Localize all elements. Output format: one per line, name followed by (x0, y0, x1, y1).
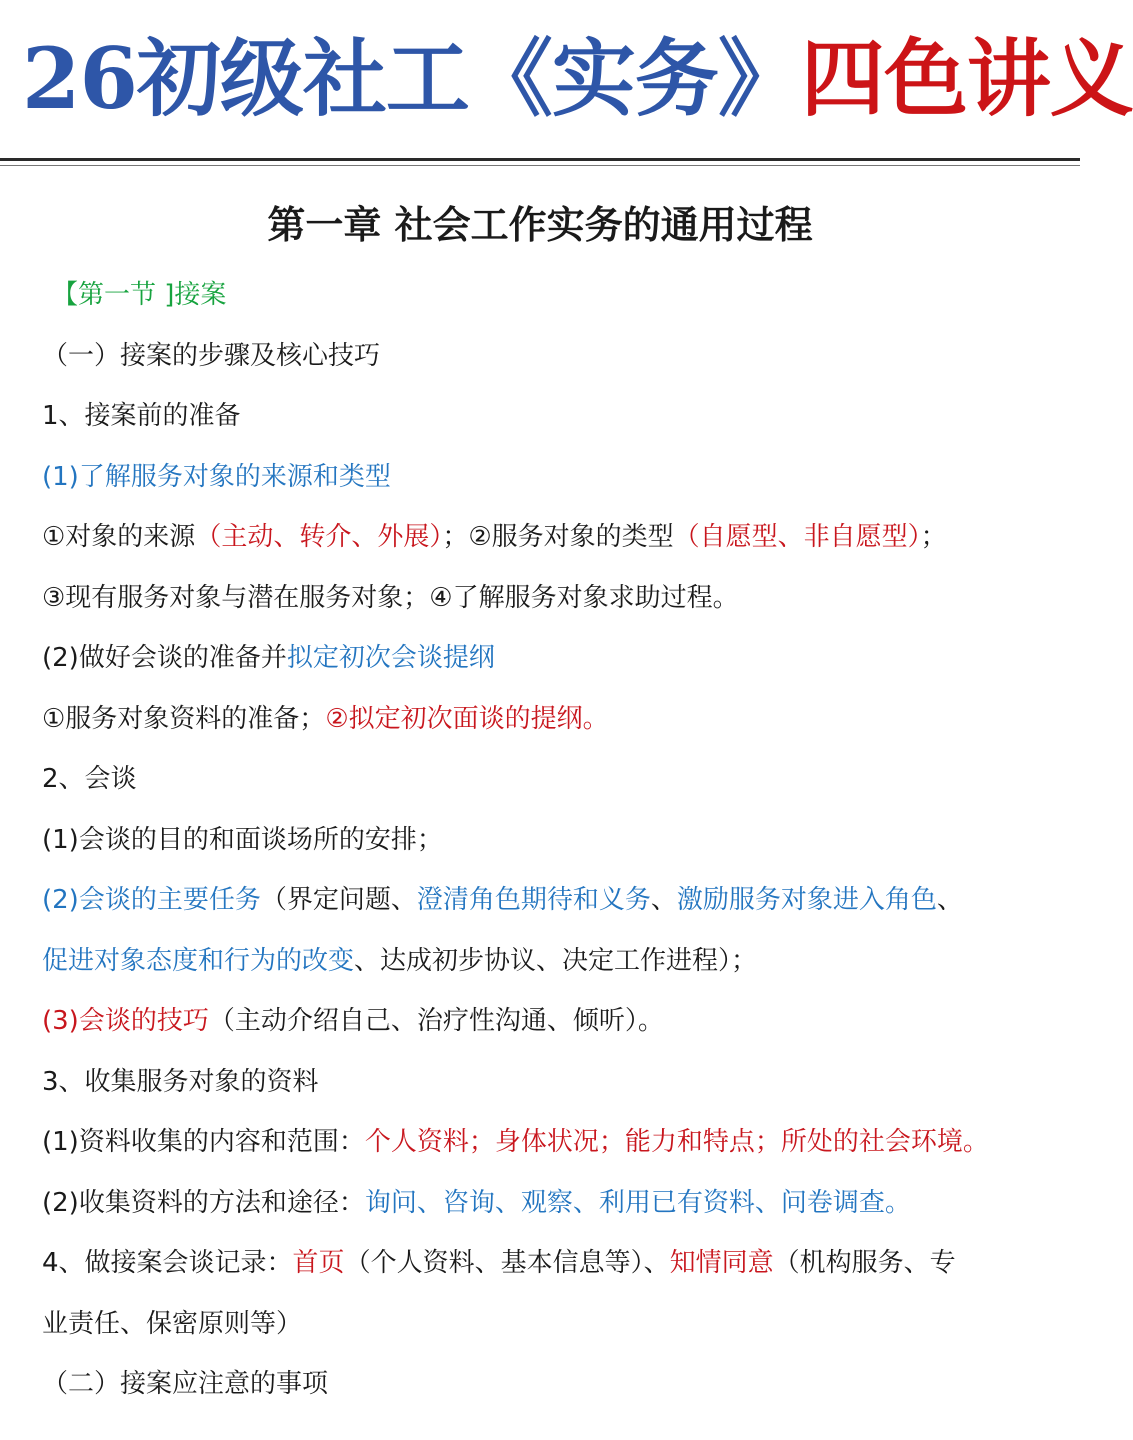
header-divider-thin (0, 165, 1080, 166)
text-segment: 知情同意 (669, 1248, 774, 1278)
subsection-heading (42, 1354, 1047, 1415)
note-line (42, 689, 1047, 750)
text-segment: ①服务对象资料的准备； (42, 703, 326, 734)
text-segment: (1)了解服务对象的来源和类型 (42, 461, 391, 492)
note-line (42, 1112, 1047, 1173)
text-segment: (2)收集资料的方法和途径： (42, 1187, 365, 1218)
text-segment: 首页 (292, 1248, 345, 1278)
numbered-heading (42, 386, 1047, 447)
text-segment: 4、做接案会谈记录： (42, 1248, 293, 1278)
note-line (42, 628, 1047, 689)
subsection-heading (42, 326, 1047, 387)
text-segment: ②拟定初次面谈的提纲。 (325, 703, 609, 734)
text-segment: （自愿型、非自愿型） (673, 522, 921, 552)
text-segment: （一）接案的步骤及核心技巧 (42, 340, 381, 371)
numbered-heading (42, 1052, 1047, 1113)
text-segment: 激励服务对象进入角色 (676, 885, 937, 915)
text-segment: ；②服务对象的类型 (442, 522, 674, 552)
note-line (42, 1294, 1047, 1355)
text-segment: 拟定初次会谈提纲 (286, 643, 495, 673)
text-segment: （个人资料、基本信息等）、 (344, 1248, 670, 1278)
header-divider-thick (0, 158, 1080, 161)
note-line (42, 1173, 1047, 1234)
numbered-heading (42, 749, 1047, 810)
text-segment: (3)会谈的技巧 (42, 1006, 209, 1036)
text-segment: 1、接案前的准备 (42, 401, 241, 431)
note-line (42, 447, 1047, 508)
text-segment: ③现有服务对象与潜在服务对象；④了解服务对象求助过程。 (42, 582, 739, 613)
text-segment: 澄清角色期待和义务 (416, 885, 651, 915)
banner-title-red: 四色讲义 (800, 29, 1133, 128)
text-segment: 3、收集服务对象的资料 (42, 1066, 319, 1097)
note-line (42, 991, 1047, 1052)
note-line (42, 870, 1047, 931)
note-line (42, 810, 1047, 871)
note-line (42, 931, 1047, 992)
text-segment: (1)资料收集的内容和范围： (42, 1127, 365, 1157)
text-segment: （主动、转介、外展） (195, 522, 443, 552)
text-segment: (1)会谈的目的和面谈场所的安排； (42, 824, 443, 855)
text-segment: ①对象的来源 (42, 522, 196, 552)
note-line (42, 507, 1047, 568)
text-segment: （界定问题、 (260, 885, 417, 915)
text-segment: 2、会谈 (42, 764, 137, 794)
section-heading (42, 265, 1047, 326)
text-segment: 【第一节 ]接案 (52, 280, 227, 310)
text-segment: 询问、咨询、观察、利用已有资料、问卷调查。 (364, 1187, 911, 1218)
numbered-heading (42, 1233, 1047, 1294)
text-segment: 、 (936, 885, 963, 915)
text-segment: 业责任、保密原则等） (42, 1308, 303, 1339)
text-segment: 、 (650, 885, 677, 915)
banner (0, 0, 1133, 158)
text-segment: 个人资料；身体状况；能力和特点；所处的社会环境。 (364, 1127, 989, 1157)
lecture-notes (42, 265, 1047, 1415)
text-segment: （主动介绍自己、治疗性沟通、倾听）。 (208, 1006, 664, 1036)
text-segment: (2)做好会谈的准备并 (42, 643, 287, 673)
text-segment: （二）接案应注意的事项 (42, 1369, 329, 1399)
text-segment: ； (920, 522, 947, 552)
text-segment: 促进对象态度和行为的改变 (42, 945, 355, 976)
note-line (42, 568, 1047, 629)
banner-title-blue: 26初级社工《实务》 (22, 29, 801, 128)
text-segment: 、达成初步协议、决定工作进程）； (354, 945, 758, 976)
chapter-title: 第一章 社会工作实务的通用过程 (267, 203, 813, 247)
text-segment: （机构服务、专 (773, 1248, 956, 1278)
text-segment: (2)会谈的主要任务 (42, 885, 261, 915)
